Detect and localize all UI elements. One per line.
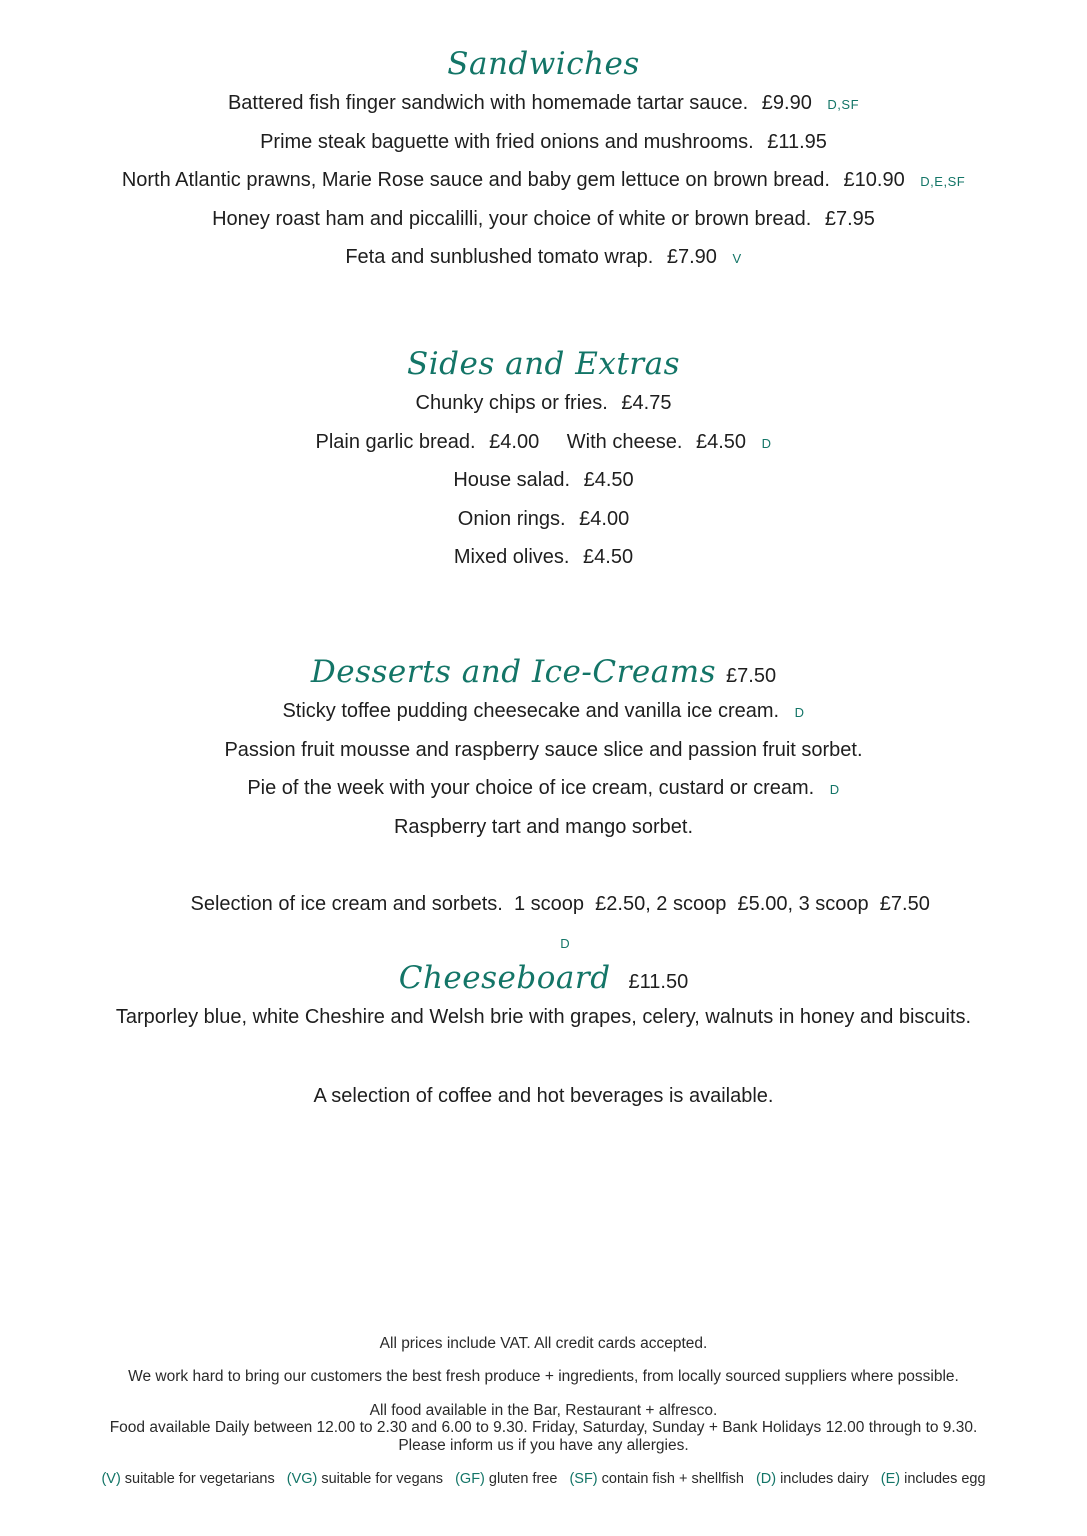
item-text: Sticky toffee pudding cheesecake and vanilla ice cream. (282, 700, 780, 722)
menu-item (0, 238, 1087, 277)
item-text: Selection of ice cream and sorbets. 1 scoop £2.50, 2 scoop £5.00, 3 scoop £7.50 (190, 892, 930, 915)
section-desserts (0, 652, 1087, 951)
menu-item (0, 423, 1087, 462)
item-price: £9.90 (761, 92, 812, 114)
legend-label: suitable for vegetarians (124, 1471, 275, 1487)
section-title-sandwiches: Sandwiches (447, 46, 640, 82)
item-text: North Atlantic prawns, Marie Rose sauce and baby gem lettuce on brown bread. (121, 169, 830, 191)
item-price: £7.90 (666, 246, 717, 268)
allergen-tag: D (761, 435, 772, 451)
menu-item (0, 692, 1087, 731)
section-sandwiches (0, 44, 1087, 277)
allergen-tag: D (794, 705, 805, 720)
section-cheeseboard (0, 958, 1087, 1037)
allergen-tag: D,E,SF (920, 174, 966, 189)
item-text: Plain garlic bread. (315, 430, 476, 453)
allergen-tag: D,SF (827, 97, 860, 112)
item-price: £4.75 (621, 392, 672, 414)
item-price: £4.50 (583, 469, 634, 491)
item-price: £4.50 (583, 546, 634, 568)
allergen-tag: V (732, 251, 742, 266)
footer-allergies: Please inform us if you have any allergies. (398, 1437, 689, 1454)
item-text: Chunky chips or fries. (415, 392, 608, 414)
menu-item (0, 538, 1087, 577)
item-text-variant: With cheese. (566, 430, 683, 453)
item-text: Raspberry tart and mango sorbet. (393, 815, 694, 838)
menu-item (0, 998, 1087, 1037)
menu-item (0, 84, 1087, 123)
item-price: £4.00 (579, 507, 630, 530)
legend-code: (GF) (455, 1471, 485, 1487)
item-text: Pie of the week with your choice of ice cream, custard or cream. (247, 777, 815, 799)
footer-sourcing: We work hard to bring our customers the best fresh produce + ingredients, from locally sourced suppliers where possible. (128, 1368, 959, 1385)
section-price: £11.50 (628, 971, 689, 993)
legend-label: suitable for vegans (321, 1471, 444, 1487)
item-price: £4.00 (489, 430, 540, 453)
item-text: Prime steak baguette with fried onions and mushrooms. (260, 130, 754, 153)
allergen-tag: D (560, 936, 571, 951)
menu-item (0, 161, 1087, 200)
menu-item (0, 123, 1087, 162)
section-price: £7.50 (726, 665, 777, 687)
section-title-cheeseboard (0, 958, 1087, 998)
item-text: Battered fish finger sandwich with homemade tartar sauce. (227, 92, 749, 114)
section-title-text: Desserts and Ice-Creams (310, 654, 717, 690)
section-title-sides: Sides and Extras (406, 346, 681, 382)
beverages-note: A selection of coffee and hot beverages is available. (313, 1085, 774, 1107)
menu-item (0, 731, 1087, 770)
item-text: Honey roast ham and piccalilli, your choice of white or brown bread. (212, 207, 812, 230)
footer-availability: All food available in the Bar, Restaurant + alfresco. (369, 1402, 718, 1419)
menu-item (0, 846, 1087, 951)
item-price: £11.95 (767, 130, 827, 153)
legend-label: includes egg (904, 1471, 986, 1487)
item-text: Feta and sunblushed tomato wrap. (345, 246, 654, 268)
item-text: House salad. (453, 469, 571, 491)
menu-item (0, 500, 1087, 539)
legend-label: contain fish + shellfish (601, 1471, 744, 1487)
legend-code: (E) (880, 1471, 901, 1487)
legend-code: (SF) (569, 1471, 598, 1487)
item-price: £10.90 (843, 169, 905, 191)
legend-label: includes dairy (780, 1471, 869, 1487)
footer-hours: Food available Daily between 12.00 to 2.30 and 6.00 to 9.30. Friday, Saturday, Sunday + Bank Holidays 12.00 through to 9.30. (109, 1419, 978, 1436)
item-price-variant: £4.50 (695, 430, 747, 453)
menu-item (0, 384, 1087, 423)
item-text: Mixed olives. (453, 546, 570, 568)
menu-item (0, 461, 1087, 500)
menu-item (0, 200, 1087, 239)
legend-code: (VG) (286, 1471, 318, 1487)
legend-code: (D) (755, 1471, 777, 1487)
item-text: Onion rings. (457, 507, 566, 530)
section-title-desserts (0, 652, 1087, 692)
section-title-text: Cheeseboard (398, 960, 611, 996)
legend-label: gluten free (488, 1471, 558, 1487)
legend-code: (V) (101, 1471, 121, 1487)
item-price: £7.95 (824, 207, 875, 230)
item-text: Passion fruit mousse and raspberry sauce slice and passion fruit sorbet. (224, 738, 863, 761)
allergen-tag: D (829, 782, 840, 797)
menu-item (0, 808, 1087, 847)
section-sides (0, 344, 1087, 577)
menu-item (0, 769, 1087, 808)
item-text: Tarporley blue, white Cheshire and Welsh brie with grapes, celery, walnuts in honey and biscuits. (115, 1006, 972, 1028)
footer-vat: All prices include VAT. All credit cards accepted. (379, 1335, 708, 1352)
allergen-legend (0, 1471, 1087, 1487)
